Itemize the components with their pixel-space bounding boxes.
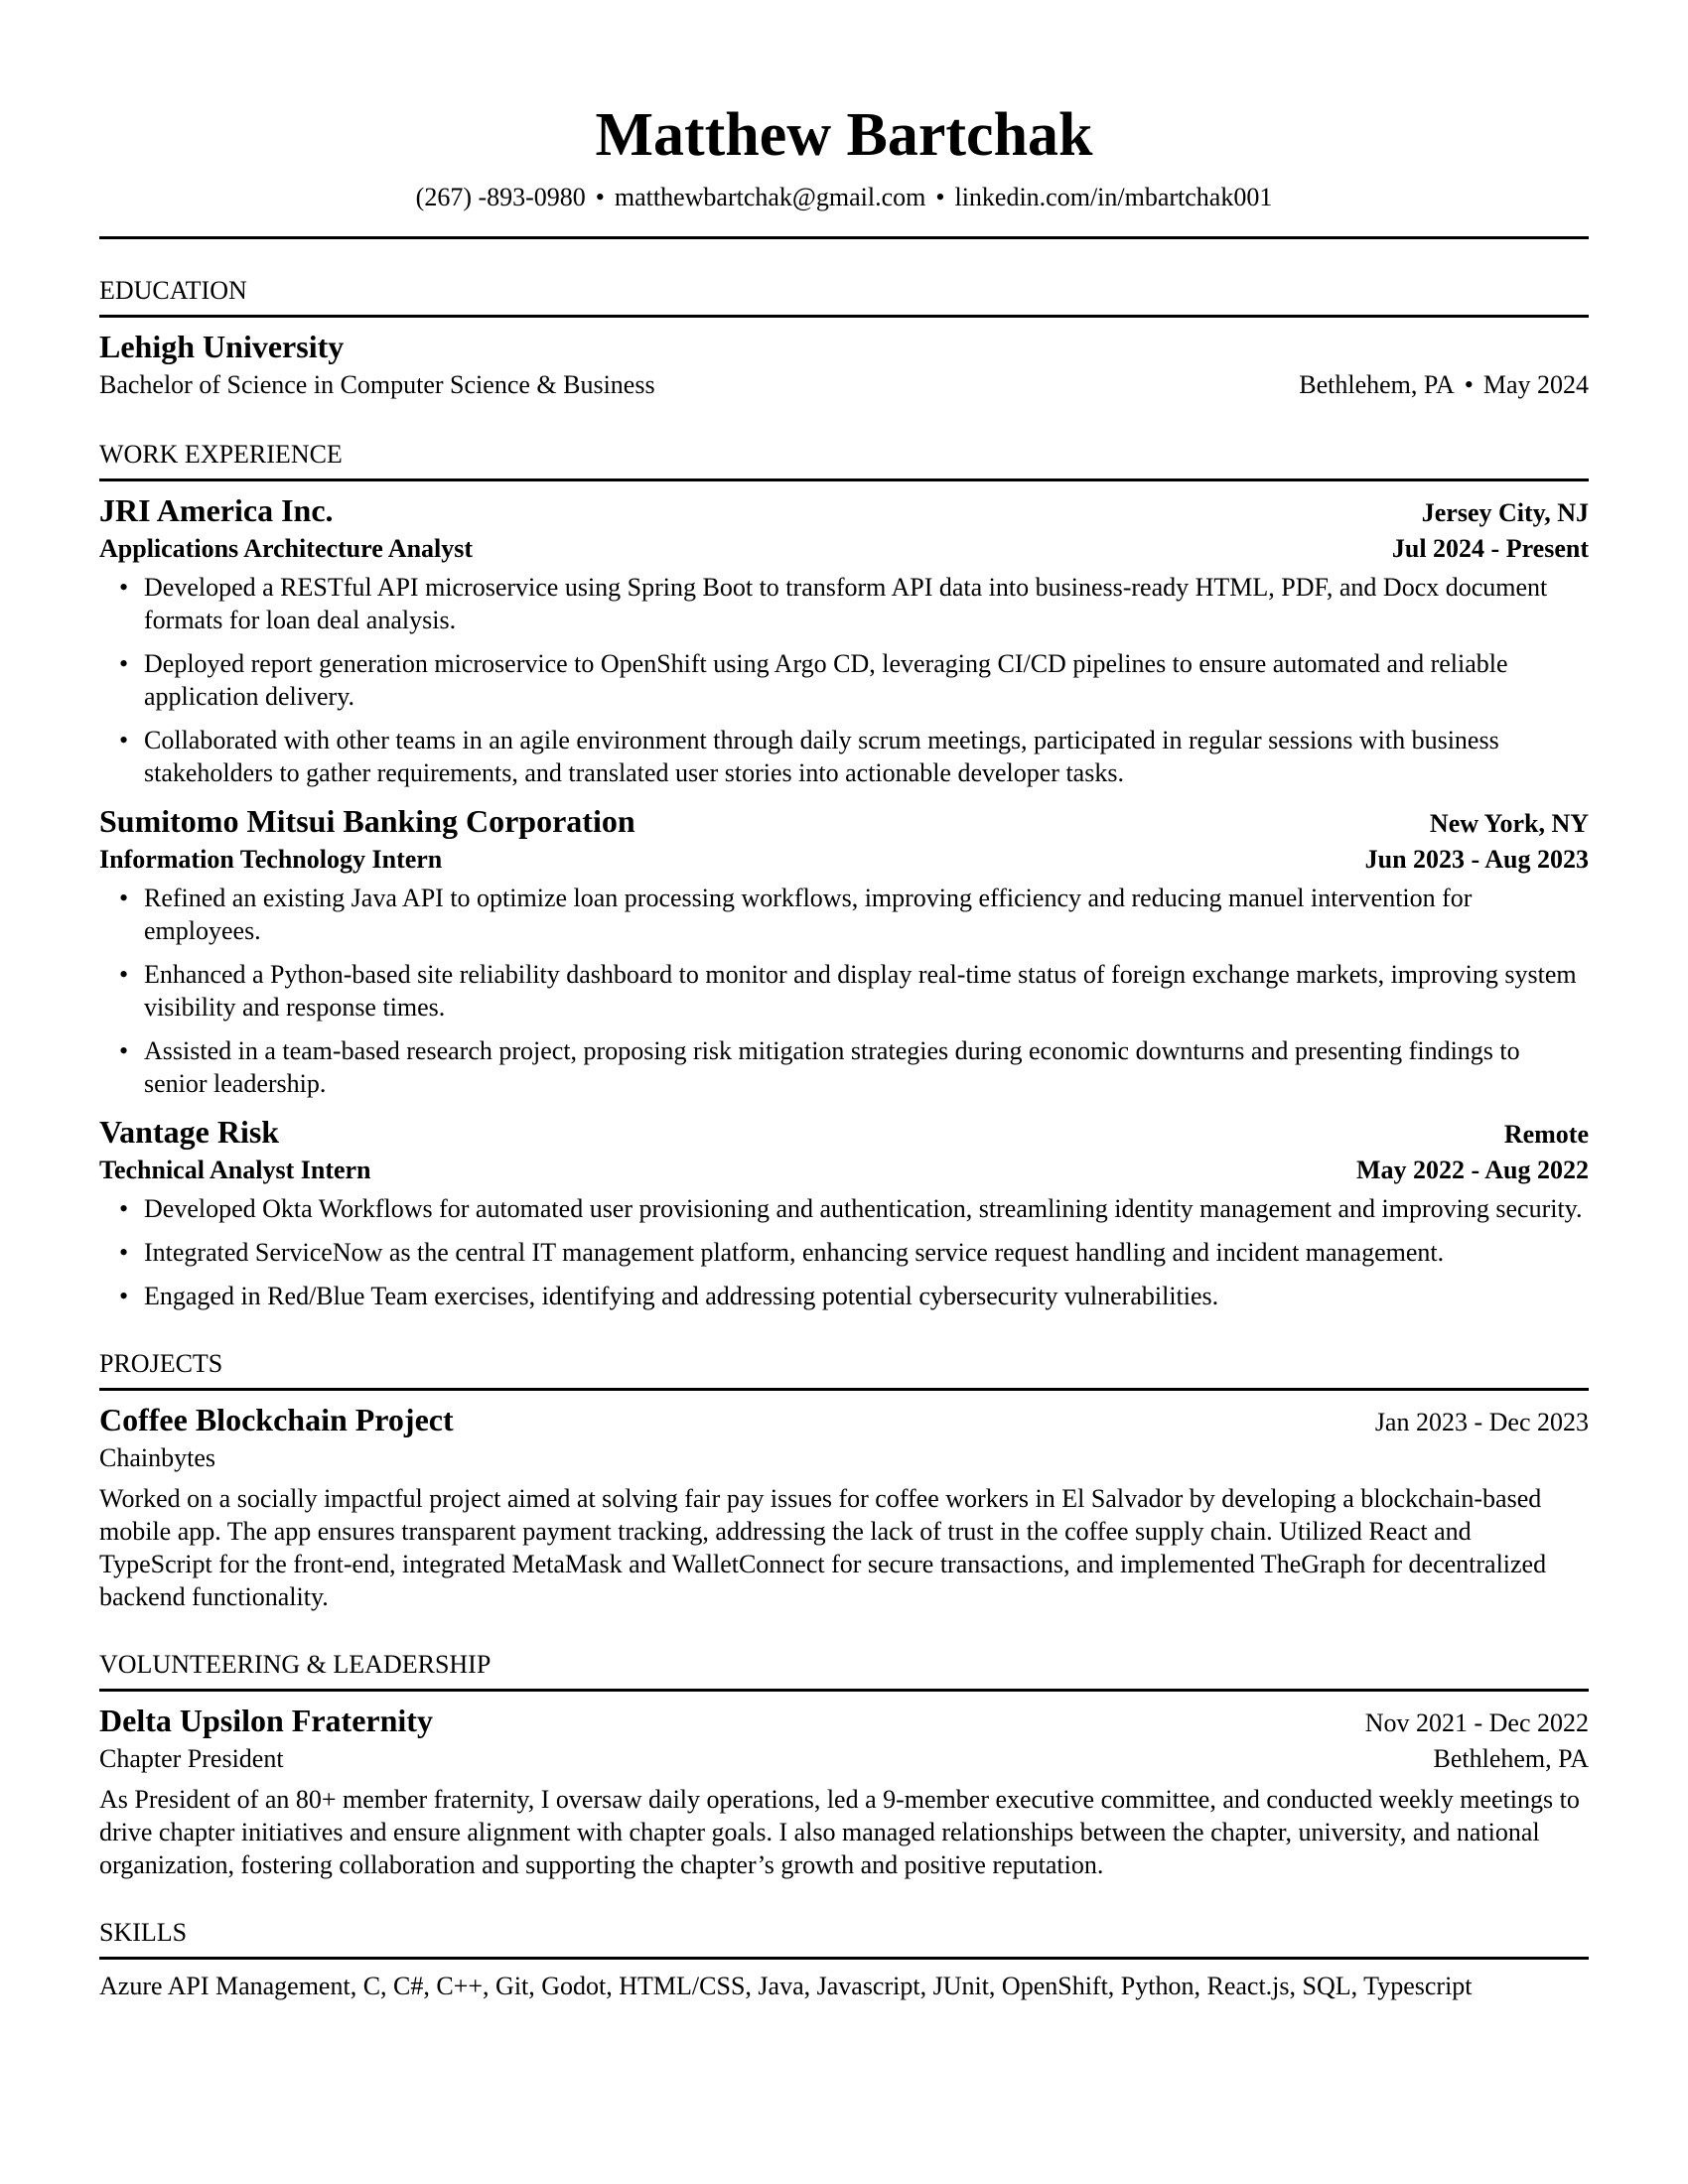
education-entry [99, 326, 1589, 403]
bullet-item: • Engaged in Red/Blue Team exercises, identifying and addressing potential cybersecurity vulnerabilities. [144, 1280, 1589, 1312]
section-divider [99, 315, 1589, 318]
volunteer-location: Bethlehem, PA [1433, 1744, 1589, 1773]
project-description: Worked on a socially impactful project aimed at solving fair pay issues for coffee workers in El Salvador by developing a blockchain-based mobile app. The app ensures transparent payment tracking, addressing the lack of trust in the coffee supply chain. Utilized React and TypeScript for the front-end, integrated MetaMask and WalletConnect for secure transactions, and implemented TheGraph for decentralized backend functionality. [99, 1484, 1547, 1611]
section-divider [99, 1689, 1589, 1692]
section-divider [99, 1957, 1589, 1960]
section-title-education: EDUCATION [99, 276, 247, 305]
bullet-item: • Developed a RESTful API microservice using Spring Boot to transform API data into business-ready HTML, PDF, and Docx document formats for loan deal analysis. [144, 571, 1589, 636]
project-org: Chainbytes [99, 1443, 215, 1472]
phone-number: (267) -893-0980 [415, 183, 586, 211]
project-dates: Jan 2023 - Dec 2023 [1374, 1408, 1589, 1436]
education-location-date [1299, 367, 1589, 403]
job-bullets [99, 882, 1589, 1100]
job-entry [99, 800, 1589, 1100]
bullet-item: • Collaborated with other teams in an agile environment through daily scrum meetings, participated in regular sessions with business stakeholders to gather requirements, and translated user stories into actionable developer tasks. [144, 724, 1589, 789]
bullet-item: • Integrated ServiceNow as the central IT management platform, enhancing service request handling and incident management. [144, 1236, 1589, 1269]
skills-list: Azure API Management, C, C#, C++, Git, Godot, HTML/CSS, Java, Javascript, JUnit, OpenShift, Python, React.js, SQL, Typescript [99, 1972, 1473, 2000]
bullet-item: • Enhanced a Python-based site reliability dashboard to monitor and display real-time status of foreign exchange markets, improving system visibility and response times. [144, 958, 1589, 1024]
company-name: JRI America Inc. [99, 492, 334, 528]
job-location: Remote [1503, 1120, 1589, 1149]
company-name: Vantage Risk [99, 1114, 280, 1150]
contact-separator: • [935, 183, 945, 211]
bullet-item: • Developed Okta Workflows for automated user provisioning and authentication, streamlining identity management and improving security. [144, 1192, 1589, 1225]
job-dates: May 2022 - Aug 2022 [1356, 1156, 1589, 1184]
volunteer-dates: Nov 2021 - Dec 2022 [1364, 1708, 1589, 1737]
company-name: Sumitomo Mitsui Banking Corporation [99, 803, 635, 839]
job-title: Technical Analyst Intern [99, 1156, 371, 1184]
degree: Bachelor of Science in Computer Science & Business [99, 370, 655, 399]
job-title: Information Technology Intern [99, 845, 443, 874]
section-title-volunteering: VOLUNTEERING & LEADERSHIP [99, 1650, 492, 1679]
linkedin-link[interactable]: linkedin.com/in/mbartchak001 [954, 183, 1273, 211]
email-link[interactable]: matthewbartchak@gmail.com [614, 183, 926, 211]
job-entry [99, 489, 1589, 789]
job-dates: Jun 2023 - Aug 2023 [1364, 845, 1589, 874]
job-location: New York, NY [1429, 809, 1589, 838]
candidate-name: Matthew Bartchak [595, 101, 1093, 169]
volunteer-description: As President of an 80+ member fraternity, I oversaw daily operations, led a 9-member executive committee, and conducted weekly meetings to drive chapter initiatives and ensure alignment with chapter goals. I also managed relationships between the chapter, university, and national organization, fostering collaboration and supporting the chapter’s growth and positive reputation. [99, 1785, 1580, 1879]
separator: • [1464, 370, 1474, 399]
section-title-work: WORK EXPERIENCE [99, 440, 343, 469]
job-location: Jersey City, NJ [1421, 498, 1589, 527]
section-title-projects: PROJECTS [99, 1349, 223, 1378]
job-bullets [99, 1192, 1589, 1312]
header-divider [99, 236, 1589, 239]
school-name: Lehigh University [99, 329, 345, 364]
bullet-item: • Assisted in a team-based research project, proposing risk mitigation strategies during economic downturns and presenting findings to senior leadership. [144, 1034, 1589, 1100]
section-divider [99, 1388, 1589, 1391]
bullet-item: • Refined an existing Java API to optimize loan processing workflows, improving efficiency and reducing manuel intervention for employees. [144, 882, 1589, 947]
contact-separator: • [595, 183, 605, 211]
education-location: Bethlehem, PA [1299, 370, 1455, 399]
volunteer-org: Delta Upsilon Fraternity [99, 1703, 433, 1738]
contact-line [99, 181, 1589, 214]
job-entry [99, 1111, 1589, 1312]
bullet-item: • Deployed report generation microservice to OpenShift using Argo CD, leveraging CI/CD pipelines to ensure automated and reliable application delivery. [144, 647, 1589, 713]
job-bullets [99, 571, 1589, 789]
project-name: Coffee Blockchain Project [99, 1402, 454, 1437]
volunteer-role: Chapter President [99, 1744, 284, 1773]
project-entry [99, 1399, 1589, 1613]
volunteering-entry [99, 1700, 1589, 1881]
job-title: Applications Architecture Analyst [99, 534, 474, 563]
section-divider [99, 478, 1589, 481]
section-title-skills: SKILLS [99, 1918, 188, 1947]
education-date: May 2024 [1482, 370, 1589, 399]
job-dates: Jul 2024 - Present [1391, 534, 1589, 563]
